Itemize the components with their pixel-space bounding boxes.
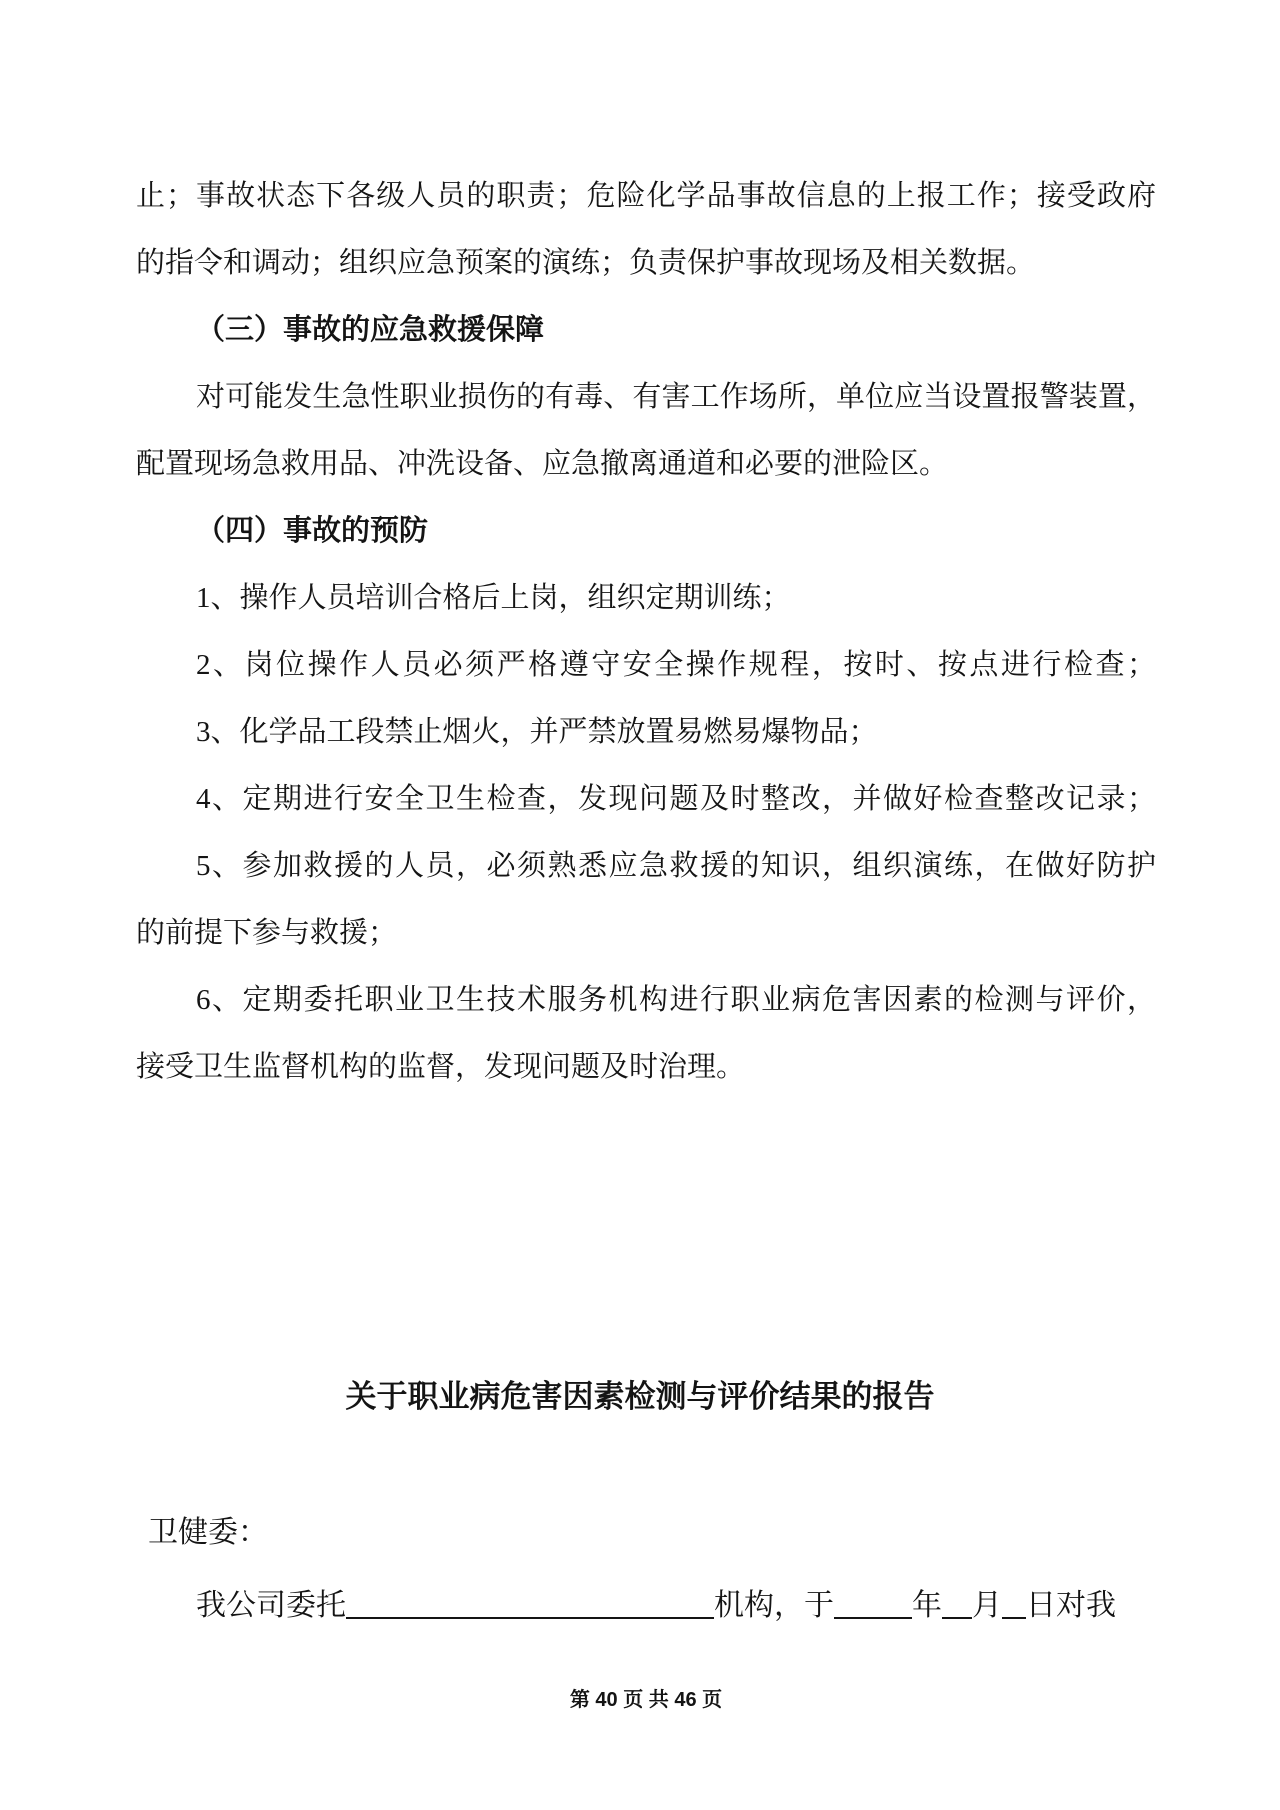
list-item-6: 6、定期委托职业卫生技术服务机构进行职业病危害因素的检测与评价， [196, 984, 1156, 1016]
month-blank-field [942, 1587, 972, 1619]
year-blank-field [834, 1587, 912, 1619]
page-number: 第 40 页 共 46 页 [569, 1689, 723, 1711]
text-line: 对可能发生急性职业损伤的有毒、有害工作场所，单位应当设置报警装置， [196, 381, 1156, 413]
list-item-1: 1、操作人员培训合格后上岗，组织定期训练； [196, 582, 791, 614]
form-text-segment: 月 [972, 1589, 1002, 1622]
text-line: 配置现场急救用品、冲洗设备、应急撤离通道和必要的泄险区。 [136, 448, 949, 480]
list-item-5: 5、参加救援的人员，必须熟悉应急救援的知识，组织演练，在做好防护 [196, 850, 1156, 882]
section-heading-3: （三）事故的应急救援保障 [196, 314, 545, 346]
section-heading-4: （四）事故的预防 [196, 515, 429, 547]
salutation: 卫健委： [148, 1516, 268, 1549]
text-line: 止；事故状态下各级人员的职责；危险化学品事故信息的上报工作；接受政府 [136, 180, 1156, 212]
text-line: 接受卫生监督机构的监督，发现问题及时治理。 [136, 1051, 746, 1083]
list-item-3: 3、化学品工段禁止烟火，并严禁放置易燃易爆物品； [196, 716, 878, 748]
form-text-segment: 机构，于 [714, 1589, 834, 1622]
form-text-segment: 我公司委托 [196, 1589, 346, 1622]
day-blank-field [1002, 1587, 1026, 1619]
document-body [136, 163, 1156, 1101]
form-text-segment: 年 [912, 1589, 942, 1622]
organization-blank-field [346, 1587, 714, 1619]
report-form-line [136, 1584, 1236, 1628]
list-item-4: 4、定期进行安全卫生检查，发现问题及时整改，并做好检查整改记录； [196, 783, 1156, 815]
report-title: 关于职业病危害因素检测与评价结果的报告 [345, 1379, 935, 1414]
text-line: 的前提下参与救援； [136, 917, 398, 949]
text-line: 的指令和调动；组织应急预案的演练；负责保护事故现场及相关数据。 [136, 247, 1036, 279]
form-text-segment: 日对我 [1026, 1589, 1116, 1622]
list-item-2: 2、岗位操作人员必须严格遵守安全操作规程，按时、按点进行检查； [196, 649, 1156, 681]
